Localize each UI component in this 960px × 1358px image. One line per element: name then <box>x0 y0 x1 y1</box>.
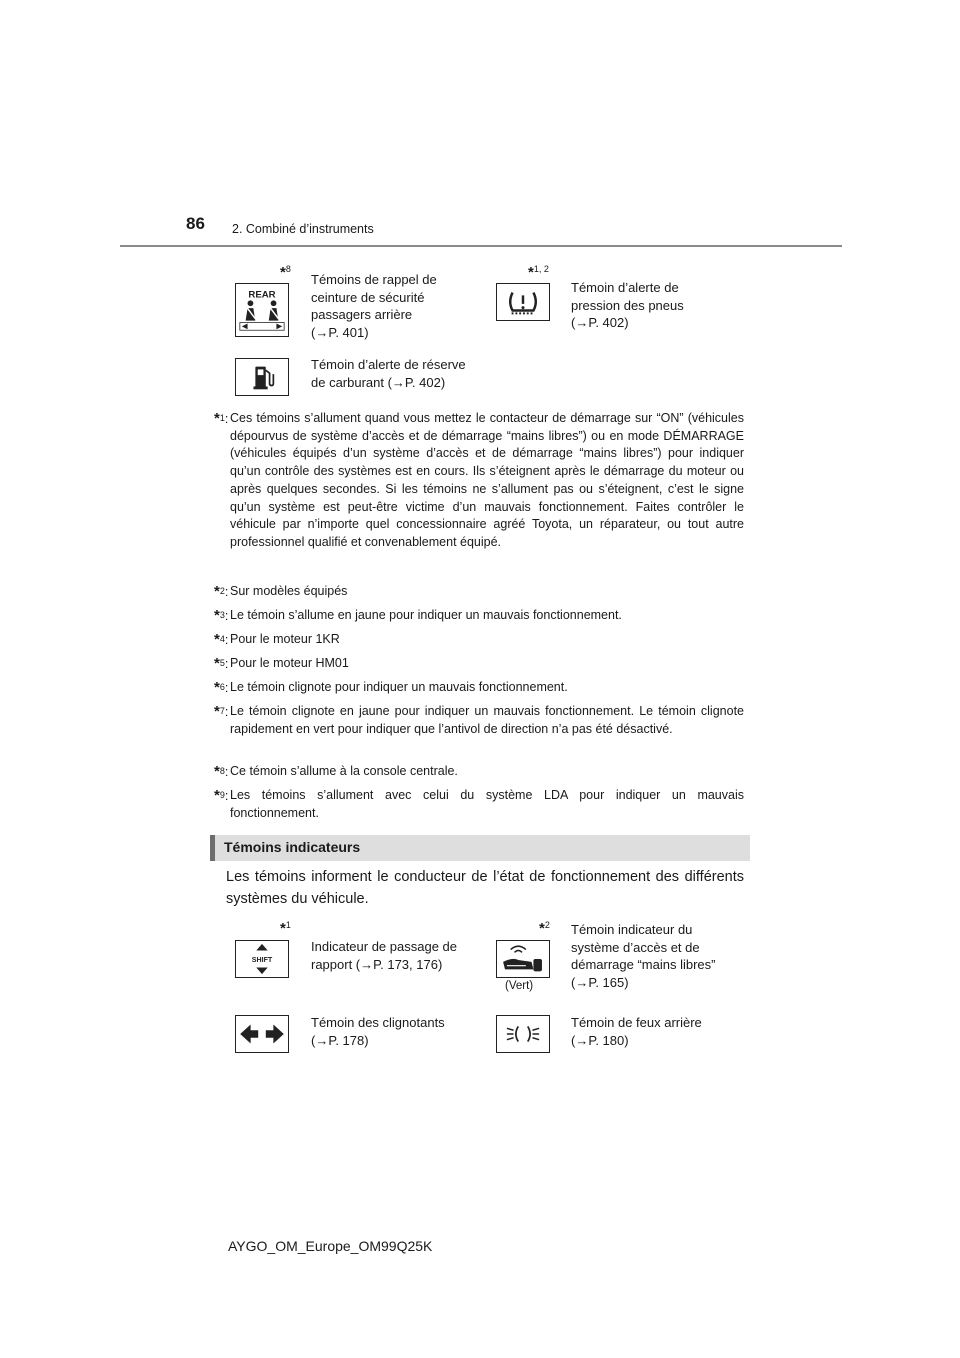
footnote-1: *$^1$: Ces témoins s’allument quand vous mettez le contacteur de démarrage sur “ON” (véhicules dépourvus de système d’accès et de démarrage “mains libres”) ou en mode DÉMARRAGE (véhicules équipés d’un système d’accès et de démarrage “mains libres”) pour indiquer qu’un contrôle des systèmes est en cours. Ils s’éteignent après le démarrage du moteur ou après quelques secondes. Si les témoins ne s’allument pas ou s’éteignent, c’est le signe qu’un système est peut-être victime d’un mauvais fonctionnement. Faites contrôler le véhicule par n’importe quel concessionnaire agréé Toyota, un réparateur, ou tout autre professionnel qualifié et convenablement équipé. <box>214 410 744 549</box>
header-divider <box>120 245 842 247</box>
footnote-6: *$^6$: Le témoin clignote pour indiquer un mauvais fonctionnement. <box>214 679 568 696</box>
footnote-8: *$^8$: Ce témoin s’allume à la console centrale. <box>214 763 458 780</box>
section-accent <box>210 835 215 861</box>
shift-indicator-label: Indicateur de passage de rapport (→P. 173, 176) <box>311 939 457 972</box>
tail-light-label: Témoin de feux arrière (→P. 180) <box>571 1015 702 1048</box>
footnote-mark: *$^1$ <box>280 920 291 937</box>
footnote-mark: *$^2$ <box>539 920 550 937</box>
turn-signal-icon <box>235 1015 289 1053</box>
shift-label: SHIFT <box>251 955 273 964</box>
chapter-title: 2. Combiné d’instruments <box>232 222 374 236</box>
smart-entry-icon <box>496 940 550 978</box>
footnote-4: *$^4$: Pour le moteur 1KR <box>214 631 340 648</box>
page-number: 86 <box>186 214 205 233</box>
tire-pressure-label: Témoin d’alerte de pression des pneus (→P. 402) <box>571 280 684 330</box>
section-header <box>210 835 750 861</box>
document-code: AYGO_OM_Europe_OM99Q25K <box>228 1238 433 1254</box>
footnote-9: *$^9$: Les témoins s’allument avec celui du système LDA pour indiquer un mauvais fonctionnement. <box>214 787 744 820</box>
smart-entry-label: Témoin indicateur du système d’accès et de démarrage “mains libres” (→P. 165) <box>571 922 716 990</box>
footnote-2: *$^2$: Sur modèles équipés <box>214 583 348 600</box>
fuel-reserve-label: Témoin d’alerte de réserve de carburant (→P. 402) <box>311 357 466 390</box>
shift-indicator-icon <box>235 940 289 978</box>
footnote-3: *$^3$: Le témoin s’allume en jaune pour indiquer un mauvais fonctionnement. <box>214 607 622 624</box>
rear-seatbelt-label: Témoins de rappel de ceinture de sécurité passagers arrière (→P. 401) <box>311 272 437 340</box>
footnote-mark: *$^8$ <box>280 264 291 281</box>
color-caption: (Vert) <box>505 980 534 992</box>
turn-signal-label: Témoin des clignotants (→P. 178) <box>311 1015 445 1048</box>
section-intro: Les témoins informent le conducteur de l’état de fonctionnement des différents systèmes du véhicule. <box>226 869 744 907</box>
footnote-7: *$^7$: Le témoin clignote en jaune pour indiquer un mauvais fonctionnement. Le témoin clignote rapidement en vert pour indiquer que l’antivol de direction n’a pas été désactivé. <box>214 703 744 736</box>
tail-light-icon <box>496 1015 550 1053</box>
tire-pressure-icon <box>496 283 550 321</box>
footnote-5: *$^5$: Pour le moteur HM01 <box>214 655 349 672</box>
rear-label: REAR <box>248 289 276 301</box>
rear-seatbelt-icon <box>235 283 289 337</box>
fuel-pump-icon <box>235 358 289 396</box>
footnote-mark: *$^{1, 2}$ <box>528 264 549 281</box>
section-title: Témoins indicateurs <box>224 839 361 855</box>
